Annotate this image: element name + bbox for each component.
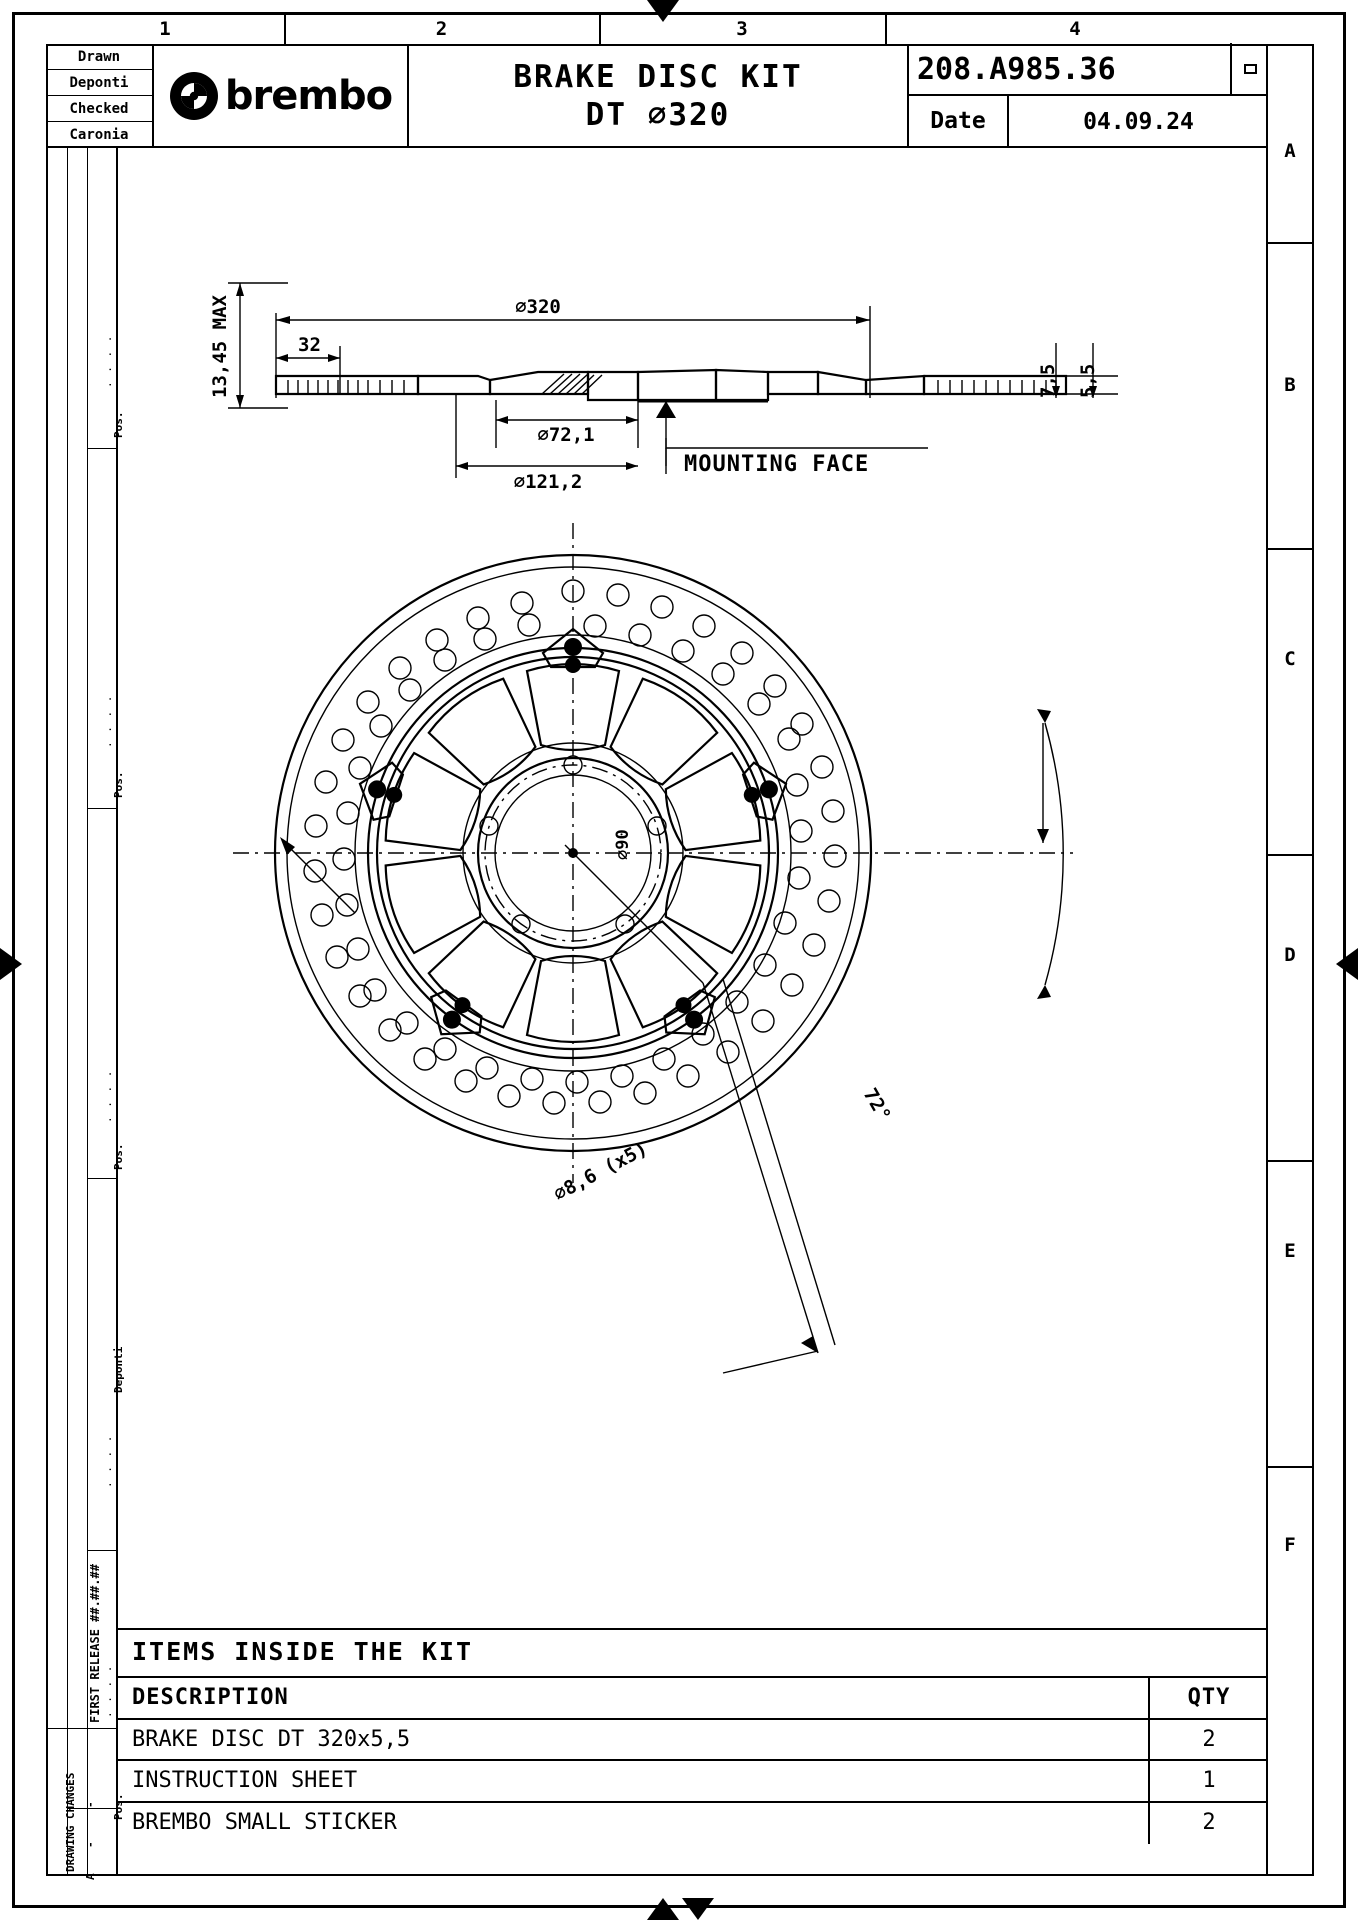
dim-height-max: 13,45 MAX	[209, 295, 231, 398]
rev-first-release: FIRST RELEASE ##.##.##	[88, 1564, 102, 1723]
projection-symbol-icon	[1230, 43, 1268, 95]
plan-view	[233, 523, 1073, 1373]
dim-inner-bore: ⌀72,1	[537, 424, 595, 446]
row-qty: 2	[1202, 1726, 1216, 1752]
row-qty: 1	[1202, 1768, 1216, 1793]
header-description: DESCRIPTION	[118, 1678, 1150, 1718]
role-checked-label: Checked	[46, 96, 152, 122]
drawing-number-row	[909, 44, 1268, 96]
rev-author: Deponti	[112, 1346, 125, 1393]
row-qty: 2	[1202, 1809, 1216, 1835]
title-block	[46, 44, 1268, 148]
dim-bolt-circle: ⌀121,2	[513, 471, 583, 493]
rev-letter: A	[84, 1873, 97, 1880]
column-number-2: 2	[435, 18, 448, 40]
table-row	[118, 1803, 1268, 1845]
role-drawn-name: Deponti	[46, 70, 152, 96]
dim-offset: 32	[298, 334, 321, 356]
row-letter-d: D	[1284, 944, 1296, 966]
rev-pos-label-1: Pos.	[112, 411, 125, 438]
date-row	[909, 96, 1268, 148]
brembo-wordmark: brembo	[224, 73, 393, 119]
column-number-strip	[46, 14, 1314, 44]
rev-pos-label-3: Pos.	[112, 1143, 125, 1170]
items-inside-kit-table	[118, 1628, 1268, 1876]
row-description: INSTRUCTION SHEET	[118, 1761, 1150, 1801]
technical-drawing	[118, 148, 1268, 1876]
drawing-title	[409, 44, 909, 148]
drawing-area	[118, 148, 1268, 1876]
role-drawn-label: Drawn	[46, 44, 152, 70]
row-letter-strip	[1266, 44, 1314, 1876]
revision-strip: · · · · · · · · · · · · · · · · · · · · Pos. Pos. Pos. Pos. - - Deponti FIRST RELEASE ##.##.## A DRAWING CHANGES	[46, 148, 118, 1876]
column-number-1: 1	[159, 18, 171, 40]
row-description: BRAKE DISC DT 320x5,5	[118, 1720, 1150, 1760]
row-letter-f: F	[1284, 1534, 1296, 1556]
rev-pos-label-4: Pos.	[112, 1793, 125, 1820]
dim-thickness-disc: 5,5	[1077, 363, 1099, 398]
role-checked-name: Caronia	[69, 127, 129, 143]
section-view	[228, 283, 1118, 478]
row-letter-b: B	[1284, 374, 1296, 396]
items-table-title: ITEMS INSIDE THE KIT	[118, 1630, 1268, 1678]
header-qty: QTY	[1187, 1685, 1231, 1710]
dim-center-diameter: ⌀90	[613, 829, 633, 860]
date-label: Date	[909, 96, 1009, 148]
row-letter-e: E	[1284, 1240, 1296, 1262]
dim-overall-diameter: ⌀320	[515, 296, 561, 318]
drawing-title-line1: BRAKE DISC KIT	[513, 59, 803, 95]
brembo-mark-icon	[169, 71, 219, 121]
items-table-header-row	[118, 1678, 1268, 1720]
row-letter-c: C	[1284, 648, 1296, 670]
date-value: 04.09.24	[1083, 109, 1194, 135]
rev-pos-label-2: Pos.	[112, 771, 125, 798]
dim-hole-callout: ⌀8,6 (x5)	[550, 1137, 652, 1206]
column-number-3: 3	[736, 18, 748, 40]
rev-drawing-changes: DRAWING CHANGES	[64, 1772, 77, 1872]
dim-thickness-total: 7,5	[1037, 363, 1059, 398]
rev-dash-1: -	[84, 1801, 97, 1808]
title-block-roles	[46, 44, 154, 148]
brembo-logo	[154, 44, 409, 148]
row-letter-a: A	[1284, 140, 1296, 162]
dim-angle: 72°	[858, 1084, 895, 1126]
table-row	[118, 1720, 1268, 1762]
label-mounting-face: MOUNTING FACE	[684, 452, 870, 477]
row-description: BREMBO SMALL STICKER	[118, 1803, 1150, 1845]
drawing-title-line2: DT ⌀320	[585, 97, 731, 133]
drawing-number: 208.A985.36	[917, 51, 1116, 87]
table-row	[118, 1761, 1268, 1803]
column-number-4: 4	[1069, 18, 1081, 40]
rev-dash-2: -	[84, 1841, 97, 1848]
